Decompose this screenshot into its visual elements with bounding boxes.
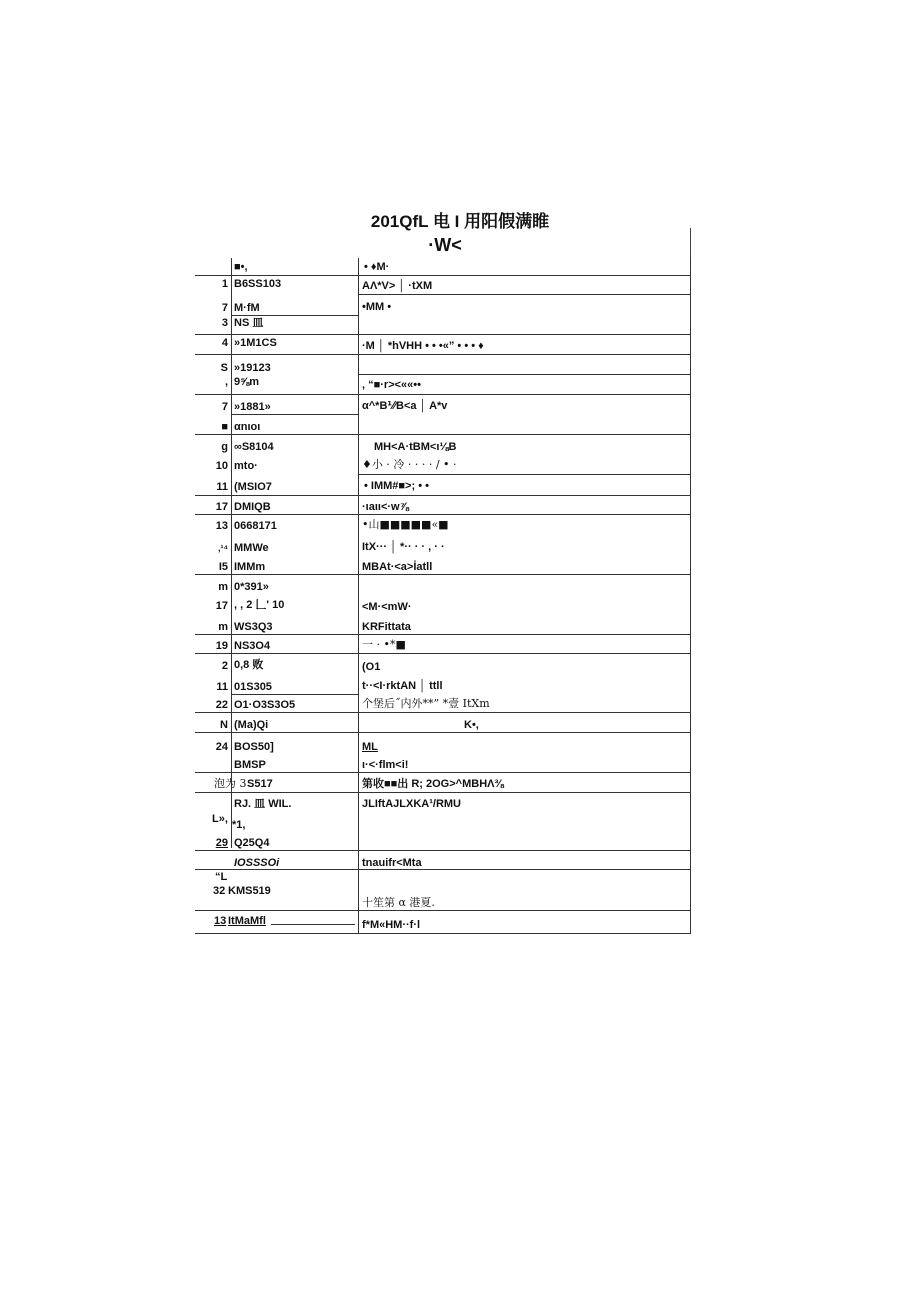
row-number: N bbox=[220, 719, 228, 731]
row-divider bbox=[358, 374, 690, 375]
table-border-right bbox=[690, 258, 691, 934]
row-description: KRFittata bbox=[362, 621, 411, 633]
row-code: MMWe bbox=[234, 542, 269, 554]
row-description: K•, bbox=[464, 719, 479, 731]
row-divider bbox=[195, 712, 690, 713]
row-code: NS 皿 bbox=[234, 317, 264, 329]
row-number: 3 bbox=[221, 317, 228, 329]
row-description: • ♦M· bbox=[364, 261, 390, 273]
row-code: WS3Q3 bbox=[234, 621, 273, 633]
row-number: 32 bbox=[213, 885, 226, 897]
row-number: 17 bbox=[215, 600, 228, 612]
row-number: 13 bbox=[214, 915, 227, 927]
row-divider bbox=[231, 694, 358, 695]
row-code: »1M1CS bbox=[234, 337, 277, 349]
row-number: 10 bbox=[215, 460, 228, 472]
row-divider bbox=[195, 772, 690, 773]
row-description: 一 · •*■ bbox=[362, 638, 406, 651]
row-divider bbox=[195, 354, 690, 355]
document-subtitle: ·W< bbox=[428, 235, 462, 255]
row-divider bbox=[195, 634, 690, 635]
row-number: ■ bbox=[221, 421, 228, 433]
row-description: tnauifr<Mta bbox=[362, 857, 422, 869]
row-code: (Ma)Qi bbox=[234, 719, 269, 731]
row-divider bbox=[195, 910, 690, 911]
row-code: (MSIO7 bbox=[234, 481, 272, 493]
row-number: “L bbox=[215, 871, 228, 883]
row-number: 17 bbox=[215, 501, 228, 513]
row-description: ♦小 · 冷 · · · · / • · bbox=[362, 458, 457, 471]
row-description: MBAt·<a>İatll bbox=[362, 561, 433, 573]
row-code: M·fM bbox=[234, 302, 260, 314]
row-description: AΛ*V> │ ·tXM bbox=[362, 280, 433, 292]
row-divider bbox=[195, 732, 690, 733]
row-description: 第收■■出 R; 2OG>^MBHΛ⅜ bbox=[362, 778, 504, 790]
row-description: ML bbox=[362, 741, 378, 753]
row-description: α^*B⅟⁄B<a │ A*v bbox=[362, 400, 448, 412]
row-code: Q25Q4 bbox=[234, 837, 270, 849]
row-number: 7 bbox=[221, 302, 228, 314]
row-number: I5 bbox=[218, 561, 228, 573]
row-code: IMMm bbox=[234, 561, 266, 573]
table-divider-desc bbox=[358, 258, 359, 934]
row-code: KMS519 bbox=[228, 885, 271, 897]
row-code: mto· bbox=[234, 460, 258, 472]
row-description: MH<A·tBM<ι⅛B bbox=[374, 441, 457, 453]
row-description: t··<I·rktAN │ ttll bbox=[362, 680, 443, 692]
row-code: S517 bbox=[247, 778, 273, 790]
row-number: 22 bbox=[215, 699, 228, 711]
row-code: ∞S8104 bbox=[234, 441, 274, 453]
row-number: 1 bbox=[221, 278, 228, 290]
row-code: B6SS103 bbox=[234, 278, 282, 290]
row-description: • IMM#■>; • • bbox=[364, 480, 429, 492]
row-divider bbox=[195, 850, 690, 851]
row-code: 0,8 败 bbox=[234, 659, 264, 671]
row-description: ι·<·flm<i! bbox=[362, 759, 409, 771]
row-divider bbox=[358, 474, 690, 475]
row-divider bbox=[195, 434, 690, 435]
row-number: 24 bbox=[215, 741, 228, 753]
row-number: 2 bbox=[221, 660, 228, 672]
row-code: αnιoι bbox=[234, 421, 261, 433]
row-number: ,¹⁴ bbox=[218, 543, 228, 553]
row-divider bbox=[358, 294, 690, 295]
row-code: BMSP bbox=[234, 759, 266, 771]
row-description: (O1 bbox=[362, 661, 381, 673]
row-code: O1·O3S3O5 bbox=[234, 699, 296, 711]
row-description: , “■·r><««•• bbox=[362, 379, 421, 391]
row-divider bbox=[195, 334, 690, 335]
row-number: 泡为 3 bbox=[214, 777, 247, 790]
row-code: IOSSSOi bbox=[234, 857, 280, 869]
row-description: ItX··· │ *·· · · , · · bbox=[362, 541, 445, 553]
row-description: ·M │ *hVHH • • •«” • • • ♦ bbox=[362, 340, 484, 352]
row-divider bbox=[271, 924, 355, 925]
row-description: <M·<mW· bbox=[362, 601, 412, 613]
row-code: 01S305 bbox=[234, 681, 272, 693]
row-code: *1, bbox=[232, 819, 246, 831]
row-description: f*M«HM··f·l bbox=[362, 919, 421, 931]
row-number: 11 bbox=[216, 681, 228, 693]
row-description: JLIftAJLXKA¹/RMU bbox=[362, 798, 461, 810]
row-number: m bbox=[218, 581, 228, 593]
row-divider bbox=[195, 394, 690, 395]
table-border-top-right bbox=[690, 228, 691, 258]
document-title: 201QfL 电 I 用阳假满睢 bbox=[370, 212, 550, 231]
table-divider-num bbox=[231, 258, 232, 848]
row-code: RJ. 皿 WIL. bbox=[234, 798, 292, 810]
row-code: DMIQB bbox=[234, 501, 271, 513]
row-divider bbox=[195, 792, 690, 793]
row-description: 个堡后˝内外**” *壹 ItXm bbox=[362, 697, 490, 710]
row-description: •MM • bbox=[362, 301, 392, 313]
row-divider bbox=[231, 414, 358, 415]
row-code: 0*391» bbox=[234, 581, 269, 593]
row-description: ·ιaιι<·w⅞ bbox=[362, 501, 409, 513]
row-code: NS3O4 bbox=[234, 640, 271, 652]
row-number: 13 bbox=[215, 520, 228, 532]
row-number: 11 bbox=[216, 481, 228, 493]
row-code: BOS50] bbox=[234, 741, 274, 753]
row-number: 19 bbox=[215, 640, 228, 652]
row-divider bbox=[195, 275, 690, 276]
row-description: 十笙第 α 港夏. bbox=[362, 896, 435, 909]
row-divider bbox=[195, 514, 690, 515]
row-code: »1881» bbox=[234, 401, 271, 413]
row-number: 7 bbox=[221, 401, 228, 413]
row-code: »19123 bbox=[234, 362, 271, 374]
row-divider bbox=[195, 933, 690, 934]
row-code: 9⅝m bbox=[234, 376, 260, 388]
row-divider bbox=[195, 495, 690, 496]
row-number: 29 bbox=[215, 837, 228, 849]
row-code: , , 2 𠃊' 10 bbox=[234, 599, 285, 611]
row-number: L», bbox=[212, 813, 228, 825]
row-code: ■•, bbox=[234, 261, 248, 273]
row-divider bbox=[195, 574, 690, 575]
row-number: m bbox=[218, 621, 228, 633]
row-code: ItMaMfl bbox=[228, 915, 266, 927]
row-description: •山■■■■■«■ bbox=[362, 518, 449, 531]
row-number: S bbox=[220, 362, 228, 374]
row-code: 0668171 bbox=[234, 520, 277, 532]
row-number: , bbox=[224, 376, 228, 388]
row-number: g bbox=[221, 441, 228, 453]
row-number: 4 bbox=[221, 337, 228, 349]
row-divider bbox=[195, 653, 690, 654]
